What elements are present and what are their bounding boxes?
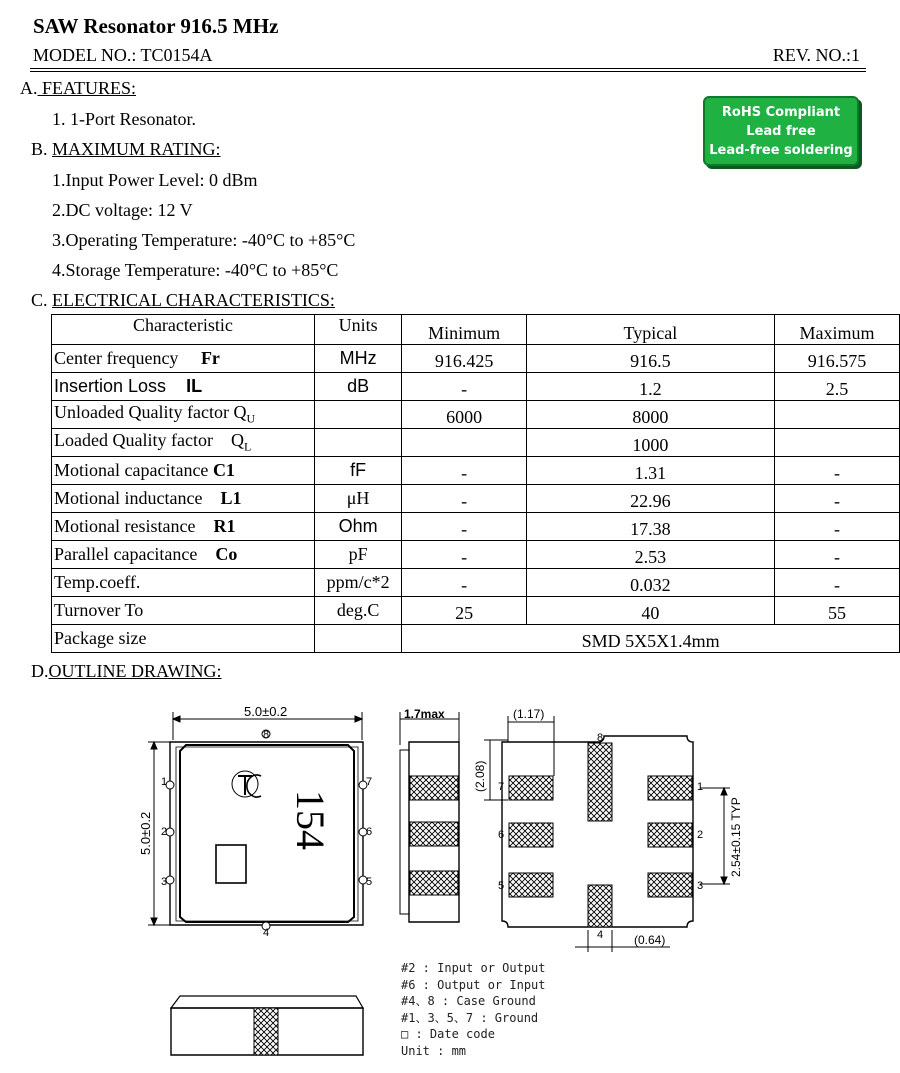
rating-item: 3.Operating Temperature: -40°C to +85°C	[52, 230, 356, 250]
table-row	[52, 373, 900, 401]
row-typ: 8000	[526, 401, 774, 429]
row-unit: μH	[314, 485, 402, 513]
pin-label: 4	[597, 929, 604, 941]
row-typ: 0.032	[526, 569, 774, 597]
pin-label: 2	[697, 829, 704, 841]
row-max: -	[774, 541, 899, 569]
pin-label: 8	[263, 729, 270, 741]
section-b-heading: B. MAXIMUM RATING:	[31, 139, 221, 159]
row-unit: dB	[314, 373, 402, 401]
side-view	[400, 712, 459, 922]
pin-label: 1	[161, 776, 168, 788]
row-characteristic: Motional resistance R1	[52, 513, 315, 541]
header-characteristic: Characteristic	[52, 315, 315, 345]
row-min: 6000	[402, 401, 527, 429]
row-characteristic: Center frequency Fr	[52, 345, 315, 373]
row-max: -	[774, 513, 899, 541]
note-line: #1、3、5、7 : Ground	[401, 1010, 539, 1025]
revision-number: REV. NO.:1	[772, 45, 860, 65]
bottom-view	[484, 716, 730, 952]
table-header-row	[52, 315, 900, 345]
row-min: -	[402, 513, 527, 541]
row-unit	[314, 401, 402, 429]
marking-text: 154	[288, 790, 333, 850]
row-max: -	[774, 569, 899, 597]
table-row	[52, 485, 900, 513]
section-a-heading: A. FEATURES:	[20, 78, 137, 98]
pin-label: 6	[498, 829, 505, 841]
row-max	[774, 401, 899, 429]
pin-label: 1	[697, 781, 704, 793]
rohs-line: RoHS Compliant	[721, 105, 841, 120]
pin-label: 8	[597, 732, 604, 744]
table-row	[52, 345, 900, 373]
row-characteristic: Insertion Loss IL	[52, 373, 315, 401]
page-title: SAW Resonator 916.5 MHz	[33, 14, 279, 38]
row-unit	[314, 429, 402, 457]
row-typ: 916.5	[526, 345, 774, 373]
soldering-line: Lead-free soldering	[709, 143, 853, 158]
lead-free-line: Lead free	[746, 124, 816, 139]
row-unit: deg.C	[314, 597, 402, 625]
header-minimum: Minimum	[402, 315, 527, 345]
row-min: 916.425	[402, 345, 527, 373]
rating-item: 2.DC voltage: 12 V	[52, 200, 193, 220]
pin-label: 7	[498, 781, 505, 793]
height-dimension: 5.0±0.2	[138, 811, 153, 855]
feature-item: 1. 1-Port Resonator.	[52, 109, 196, 129]
header-rule-2	[30, 71, 866, 72]
section-c-heading: C. ELECTRICAL CHARACTERISTICS:	[31, 290, 335, 310]
row-unit: MHz	[314, 345, 402, 373]
pin-label: 5	[366, 876, 373, 888]
pin-label: 3	[697, 880, 704, 892]
row-max: -	[774, 485, 899, 513]
row-characteristic: Parallel capacitance Co	[52, 541, 315, 569]
pin-label: 6	[366, 826, 373, 838]
row-min	[402, 429, 527, 457]
top-view	[148, 712, 367, 930]
side-height-dimension: 1.7max	[404, 707, 445, 721]
pad-gap-dimension: (0.64)	[634, 933, 666, 947]
row-max: 2.5	[774, 373, 899, 401]
table-row	[52, 513, 900, 541]
row-typ: 22.96	[526, 485, 774, 513]
row-characteristic: Package size	[52, 625, 315, 653]
row-min: -	[402, 457, 527, 485]
pin-label: 7	[366, 776, 373, 788]
row-unit: fF	[314, 457, 402, 485]
row-max: -	[774, 457, 899, 485]
header-rule	[30, 68, 866, 69]
note-line: #2 : Input or Output	[401, 961, 546, 975]
row-max	[774, 429, 899, 457]
row-typ: 1000	[526, 429, 774, 457]
row-characteristic: Turnover To	[52, 597, 315, 625]
header-maximum: Maximum	[774, 315, 899, 345]
width-dimension: 5.0±0.2	[244, 704, 288, 719]
pad-width-dimension: (1.17)	[513, 707, 545, 721]
pin-label: 4	[263, 927, 270, 939]
note-line: #4、8 : Case Ground	[401, 994, 536, 1008]
note-line: Unit : mm	[401, 1043, 467, 1058]
pin-notes	[401, 960, 546, 1059]
row-min: -	[402, 541, 527, 569]
front-view	[171, 996, 363, 1055]
table-row	[52, 429, 900, 457]
note-line: #6 : Output or Input	[401, 977, 546, 992]
pin-label: 2	[161, 826, 168, 838]
row-characteristic: Loaded Quality factor $Q_L$	[52, 429, 315, 457]
table-row	[52, 569, 900, 597]
pin-label: 5	[498, 880, 505, 892]
row-max: 916.575	[774, 345, 899, 373]
pin-label: 3	[161, 876, 168, 888]
note-line: □ : Date code	[401, 1027, 495, 1041]
row-typ: 2.53	[526, 541, 774, 569]
row-characteristic: Motional inductance L1	[52, 485, 315, 513]
row-unit	[314, 625, 402, 653]
row-typ: 17.38	[526, 513, 774, 541]
header-units: Units	[314, 315, 402, 345]
model-number: MODEL NO.: TC0154A	[33, 45, 213, 65]
row-unit: ppm/c*2	[314, 569, 402, 597]
section-d-heading: D.OUTLINE DRAWING:	[31, 661, 222, 681]
row-characteristic: Motional capacitance C1	[52, 457, 315, 485]
pad-height-dimension: (2.08)	[473, 760, 487, 792]
table-row	[52, 597, 900, 625]
row-unit: pF	[314, 541, 402, 569]
row-min: 25	[402, 597, 527, 625]
table-row	[52, 625, 900, 653]
table-row	[52, 401, 900, 429]
row-min: -	[402, 569, 527, 597]
row-min: -	[402, 373, 527, 401]
rohs-badge	[703, 96, 859, 166]
rating-item: 4.Storage Temperature: -40°C to +85°C	[52, 260, 339, 280]
header-typical: Typical	[526, 315, 774, 345]
package-size-value: SMD 5X5X1.4mm	[402, 625, 900, 653]
row-unit: Ohm	[314, 513, 402, 541]
table-row	[52, 457, 900, 485]
row-characteristic: Temp.coeff.	[52, 569, 315, 597]
rating-item: 1.Input Power Level: 0 dBm	[52, 170, 258, 190]
electrical-characteristics-table	[51, 314, 900, 653]
row-typ: 1.31	[526, 457, 774, 485]
table-row	[52, 541, 900, 569]
row-max: 55	[774, 597, 899, 625]
row-typ: 1.2	[526, 373, 774, 401]
row-typ: 40	[526, 597, 774, 625]
pitch-dimension: 2.54±0.15 TYP	[729, 797, 743, 877]
row-characteristic: Unloaded Quality factor $Q_U$	[52, 401, 315, 429]
row-min: -	[402, 485, 527, 513]
